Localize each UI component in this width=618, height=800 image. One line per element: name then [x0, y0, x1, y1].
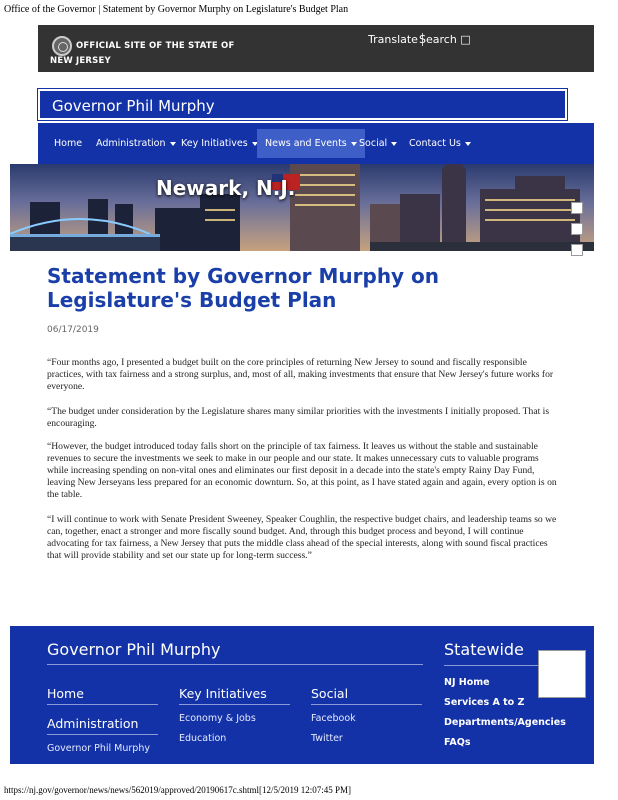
- nav-key-initiatives-label: Key Initiatives: [181, 138, 248, 149]
- print-footer: https://nj.gov/governor/news/news/562019/approved/20190617c.shtml[12/5/2019 12:07:45 PM]: [4, 785, 351, 795]
- print-header: Office of the Governor | Statement by Governor Murphy on Legislature's Budget Plan: [4, 4, 349, 15]
- main-nav: [38, 123, 594, 164]
- article-paragraph: “However, the budget introduced today falls short on the principle of tax fairness. It leaves us without the stable and sustainable revenues to secure the investments we seek to make in our people and our state. It makes unnecessary cuts to valuable programs while increasing spending on non-vital ones and eliminates our first deposit in a decade into the state's empty Rainy Day Fund, leaving New Jerseyans less prepared for an economic downturn. So, at this point, as I have stated again and again, every option is on the table.: [47, 441, 557, 500]
- governor-banner-title[interactable]: Governor Phil Murphy: [52, 97, 215, 115]
- official-site-label[interactable]: OFFICIAL SITE OF THE STATE OF NEW JERSEY: [50, 41, 235, 66]
- article-date: 06/17/2019: [47, 325, 99, 335]
- governor-banner[interactable]: [38, 89, 567, 120]
- footer-link[interactable]: Economy & Jobs: [179, 713, 256, 724]
- article-paragraph: “Four months ago, I presented a budget built on the core principles of returning New Jersey to sound and fiscally responsible practices, with tax fairness and a strong surplus, and, most of all, making investments that ensure that New Jersey's future works for everyone.: [47, 357, 554, 392]
- footer-link[interactable]: Governor Phil Murphy: [47, 743, 150, 754]
- hero-banner: [10, 164, 594, 251]
- nav-administration-label: Administration: [96, 138, 166, 149]
- nav-contact-label: Contact Us: [409, 138, 461, 149]
- translate-link[interactable]: Translate: [368, 33, 423, 46]
- footer-administration-link[interactable]: Administration: [47, 716, 158, 735]
- nav-social-label: Social: [359, 138, 388, 149]
- footer-statewide-link[interactable]: FAQs: [444, 737, 471, 748]
- nav-home-label: Home: [54, 138, 83, 149]
- hero-location-title: Newark, N.J.: [156, 176, 296, 200]
- article-title: Statement by Governor Murphy on Legislature's Budget Plan: [47, 264, 440, 312]
- nav-administration[interactable]: [88, 129, 184, 158]
- site-footer: [10, 626, 594, 764]
- article-paragraph: “I will continue to work with Senate President Sweeney, Speaker Coughlin, the respective budget chairs, and leadership teams so we can, together, enact a stronger and more fiscally sound budget. And, through this budget process and beyond, I will continue advocating for tax fairness, a New Jersey that puts the middle class ahead of the special interests, along with sound fiscal practices that will provide stability and set our state up for long-term success.”: [47, 514, 557, 561]
- footer-link[interactable]: Twitter: [311, 733, 343, 744]
- footer-link[interactable]: Education: [179, 733, 227, 744]
- footer-key-initiatives-title[interactable]: Key Initiatives: [179, 686, 290, 705]
- article-paragraph: “The budget under consideration by the Legislature shares many similar priorities with the investments I initially proposed. That is encouraging.: [47, 406, 550, 429]
- nav-social[interactable]: [351, 129, 405, 158]
- chevron-down-icon: [391, 142, 397, 146]
- chevron-down-icon: [465, 142, 471, 146]
- nav-news-and-events[interactable]: [257, 129, 365, 158]
- nav-key-initiatives[interactable]: [173, 129, 266, 158]
- share-icon[interactable]: [571, 223, 583, 235]
- footer-social-title[interactable]: Social: [311, 686, 422, 705]
- search-link[interactable]: Search □: [419, 33, 471, 46]
- footer-title[interactable]: Governor Phil Murphy: [47, 640, 221, 659]
- newark-skyline-image: [10, 164, 594, 251]
- footer-statewide-title: Statewide: [444, 640, 584, 666]
- nav-news-label: News and Events: [265, 138, 347, 149]
- top-bar: [38, 25, 594, 72]
- nav-contact-us[interactable]: [401, 129, 479, 158]
- footer-divider: [47, 664, 423, 665]
- footer-statewide-link[interactable]: Departments/Agencies: [444, 717, 566, 728]
- footer-link[interactable]: Facebook: [311, 713, 356, 724]
- nav-home[interactable]: [46, 129, 90, 158]
- feedback-box[interactable]: [538, 650, 586, 698]
- footer-statewide-link[interactable]: Services A to Z: [444, 697, 525, 708]
- footer-statewide-link[interactable]: NJ Home: [444, 677, 490, 688]
- footer-home-link[interactable]: Home: [47, 686, 158, 705]
- share-icon[interactable]: [571, 244, 583, 256]
- share-icon[interactable]: [571, 202, 583, 214]
